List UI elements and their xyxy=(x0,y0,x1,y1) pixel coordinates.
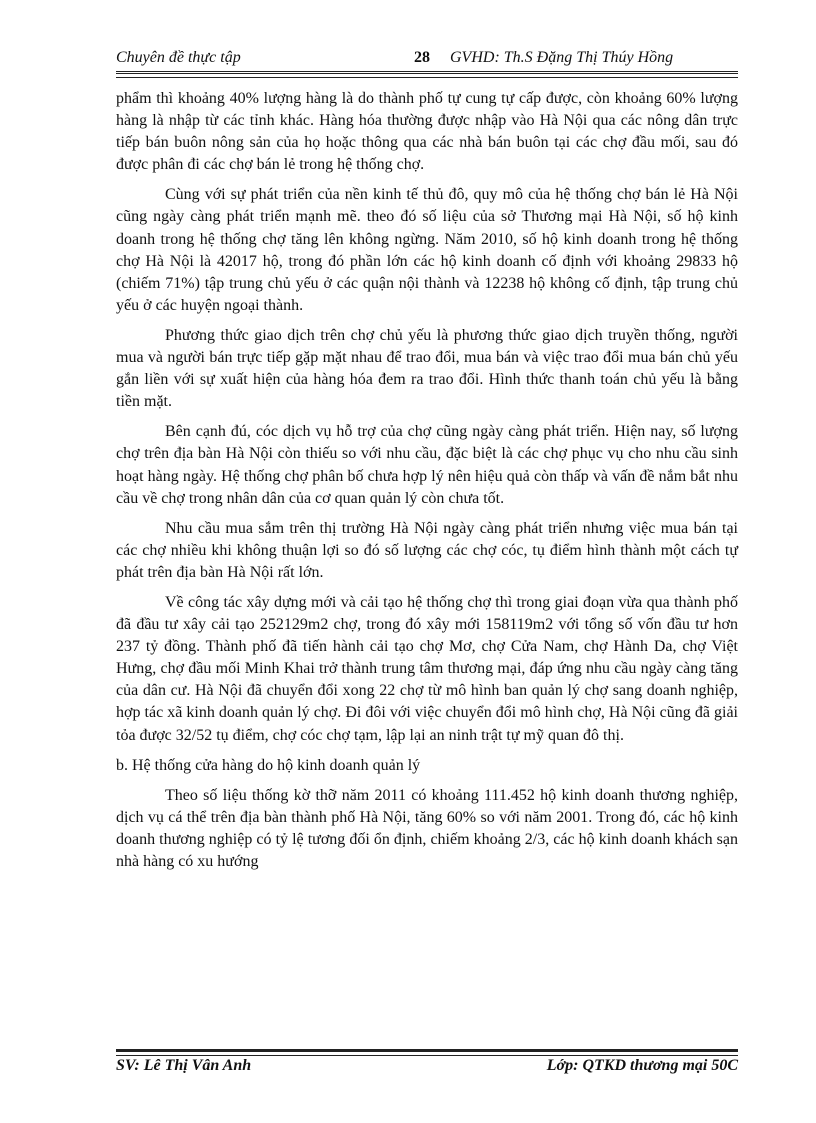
body-text xyxy=(116,88,738,881)
header-rule xyxy=(116,71,738,78)
paragraph-1: phẩm thì khoảng 40% lượng hàng là do thành phố tự cung tự cấp được, còn khoảng 60% lượng hàng là nhập từ các tỉnh khác. Hàng hóa thường được nhập vào Hà Nội qua các nông dân trực tiếp bán buôn nông sản của họ hoặc thông qua các nhà bán buôn tại các chợ đầu mối, sau đó được phân đi các chợ bán lẻ trong hệ thống chợ. xyxy=(116,90,738,174)
paragraph-6: Về công tác xây dựng mới và cải tạo hệ thống chợ thì trong giai đoạn vừa qua thành phố đã đầu tư xây cải tạo 252129m2 chợ, trong đó xây mới 158119m2 với tổng số vốn đầu tư hơn 237 tỷ đồng. Thành phố đã tiến hành cải tạo chợ Mơ, chợ Cửa Nam, chợ Hành Da, chợ Việt Hưng, chợ đầu mối Minh Khai trở thành trung tâm thương mại, đáp ứng nhu cầu ngày càng tăng của dân cư. Hà Nội đã chuyển đổi xong 22 chợ từ mô hình ban quản lý chợ sang doanh nghiệp, hợp tác xã kinh doanh quản lý chợ. Đi đôi với việc chuyển đổi mô hình chợ, Hà Nội cũng đã giải tỏa được 32/52 tụ điểm, chợ cóc chợ tạm, lập lại an ninh trật tự mỹ quan đô thị. xyxy=(116,593,738,744)
page-header xyxy=(116,47,738,71)
paragraph-5: Nhu cầu mua sắm trên thị trường Hà Nội ngày càng phát triển nhưng việc mua bán tại các chợ nhiều khi không thuận lợi so đó số lượng các chợ cóc, tụ điểm hình thành một cách tự phát trên địa bàn Hà Nội rất lớn. xyxy=(116,519,738,581)
footer-class: Lớp: QTKD thương mại 50C xyxy=(546,1057,738,1074)
header-supervisor: GVHD: Th.S Đặng Thị Thúy Hồng xyxy=(450,49,674,66)
section-heading-b: b. Hệ thống cửa hàng do hộ kinh doanh quản lý xyxy=(116,756,421,774)
footer-rule xyxy=(116,1049,738,1056)
page-number: 28 xyxy=(414,49,430,66)
paragraph-3: Phương thức giao dịch trên chợ chủ yếu là phương thức giao dịch truyền thống, người mua và người bán trực tiếp gặp mặt nhau để trao đổi, mua bán và việc trao đổi mua bán chủ yếu gắn liền với sự xuất hiện của hàng hóa đem ra trao đổi. Hình thức thanh toán chủ yếu là bằng tiền mặt. xyxy=(116,326,738,411)
paragraph-2: Cùng với sự phát triển của nền kinh tế thủ đô, quy mô của hệ thống chợ bán lẻ Hà Nội cũng ngày càng phát triển mạnh mẽ. theo đó số liệu của sở Thương mại Hà Nội, số hộ kinh doanh trong hệ thống chợ tăng lên không ngừng. Năm 2010, số hộ kinh doanh trong hệ thống chợ Hà Nội là 42017 hộ, trong đó phần lớn các hộ kinh doanh cố định với khoảng 29833 hộ (chiếm 71%) tập trung chủ yếu ở các quận nội thành và 12238 hộ không cố định, tập trung chủ yếu ở các huyện ngoại thành. xyxy=(116,186,738,314)
header-document-title: Chuyên đề thực tập xyxy=(116,49,241,66)
paragraph-4: Bên cạnh đú, cóc dịch vụ hỗ trợ của chợ cũng ngày càng phát triển. Hiện nay, số lượng chợ trên địa bàn Hà Nội còn thiếu so với nhu cầu, đặc biệt là các chợ phục vụ cho nhu cầu sinh hoạt hàng ngày. Hệ thống chợ phân bố chưa hợp lý nên hiệu quả còn thấp và vấn đề nắm bắt nhu cầu về chợ trong nhân dân của cơ quan quản lý còn chưa tốt. xyxy=(116,423,738,507)
page-footer xyxy=(116,1049,738,1079)
paragraph-7: Theo số liệu thống kờ thỡ năm 2011 có khoảng 111.452 hộ kinh doanh thương nghiệp, dịch vụ cá thể trên địa bàn thành phố Hà Nội, tăng 60% so với năm 2001. Trong đó, các hộ kinh doanh thương nghiệp có tỷ lệ tương đối ổn định, chiếm khoảng 2/3, các hộ kinh doanh khách sạn nhà hàng có xu hướng xyxy=(116,786,738,870)
footer-student: SV: Lê Thị Vân Anh xyxy=(116,1057,252,1074)
